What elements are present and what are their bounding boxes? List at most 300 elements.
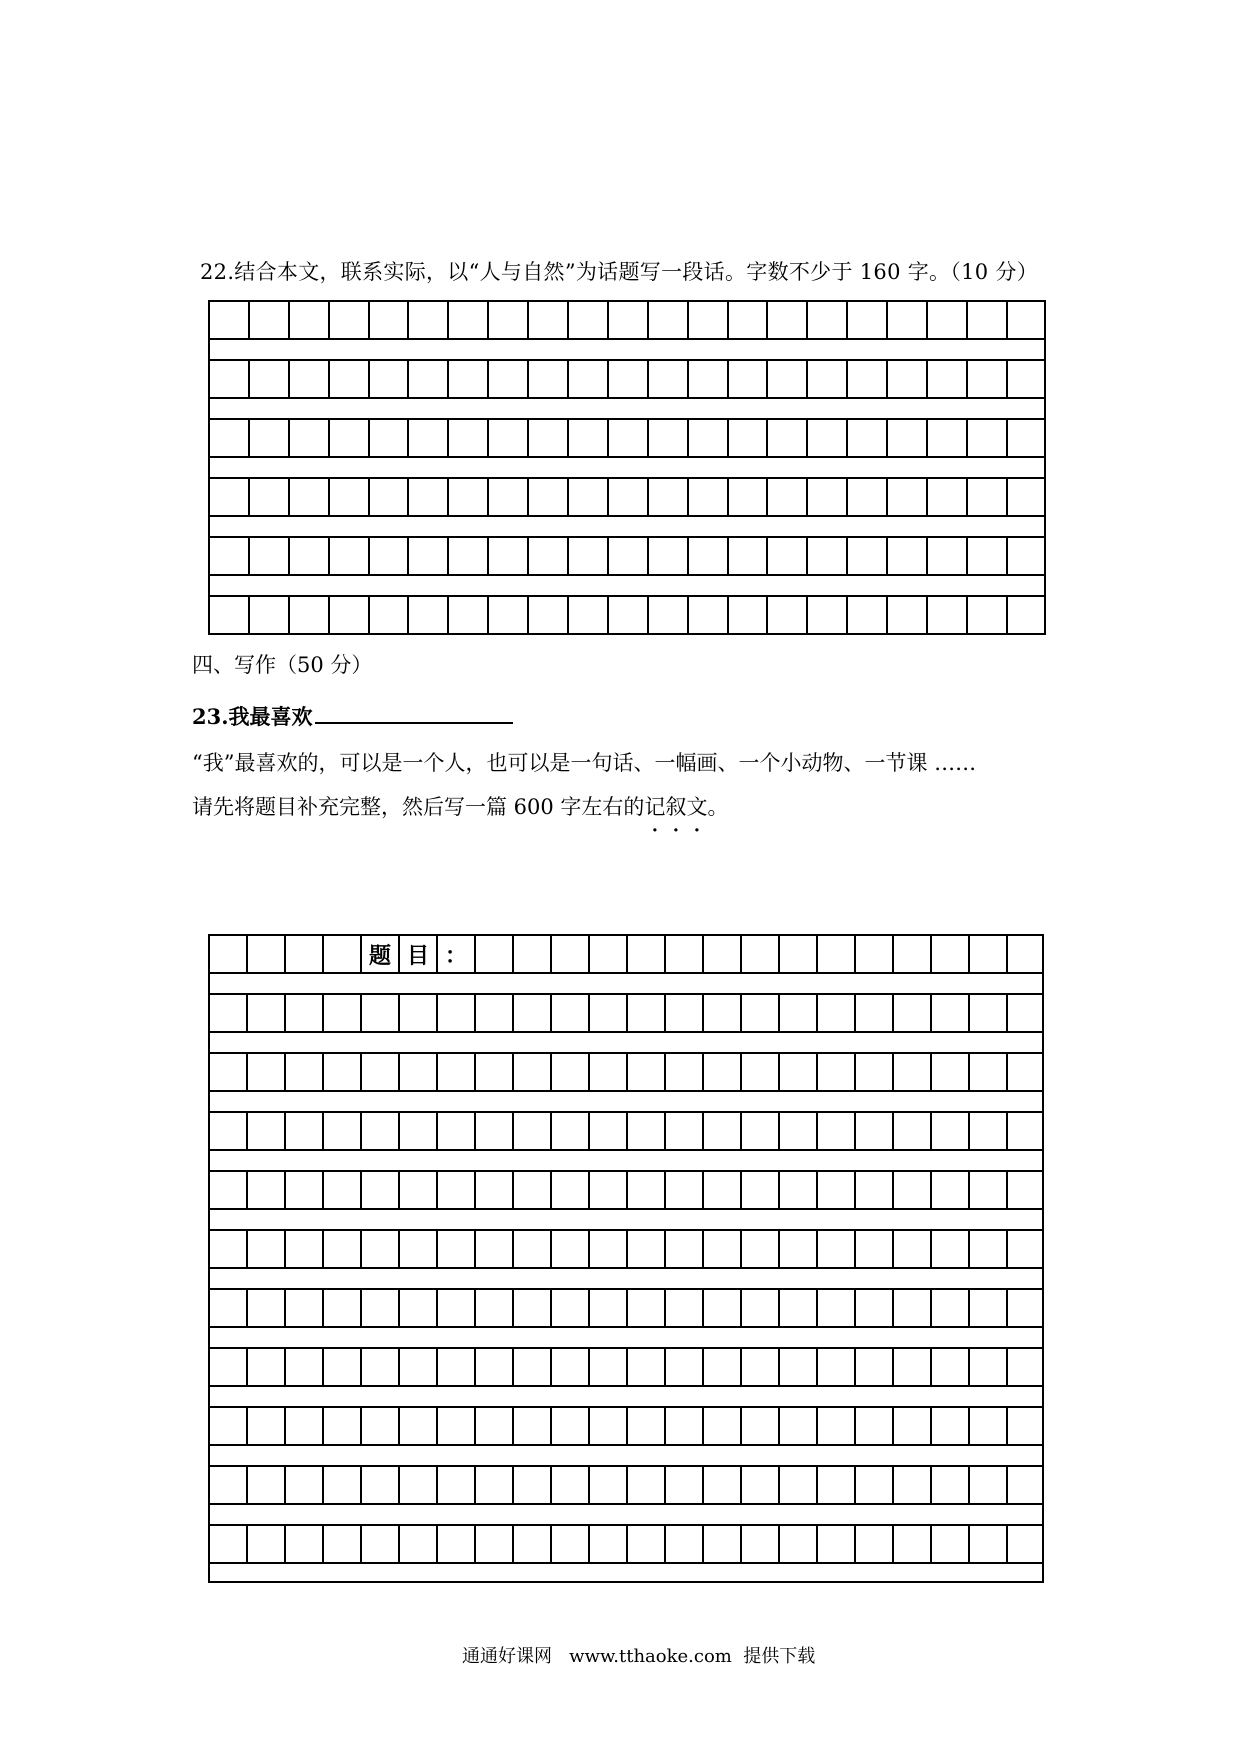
grid-cell[interactable]: [407, 300, 447, 340]
grid-cell[interactable]: [474, 934, 512, 974]
grid-cell[interactable]: [246, 1170, 284, 1210]
grid-cell[interactable]: [727, 359, 767, 399]
grid-cell[interactable]: [360, 1406, 398, 1446]
grid-cell[interactable]: [328, 536, 368, 576]
grid-cell[interactable]: [626, 1465, 664, 1505]
grid-cell[interactable]: [854, 1406, 892, 1446]
grid-cell[interactable]: [766, 300, 806, 340]
grid-cell[interactable]: [208, 418, 248, 458]
grid-cell[interactable]: [407, 536, 447, 576]
grid-cell[interactable]: [647, 477, 687, 517]
grid-cell[interactable]: [778, 1052, 816, 1092]
grid-cell[interactable]: [968, 993, 1006, 1033]
grid-cell[interactable]: [322, 1288, 360, 1328]
grid-cell[interactable]: [930, 1524, 968, 1564]
grid-cell[interactable]: [886, 300, 926, 340]
grid-cell[interactable]: [567, 359, 607, 399]
grid-cell[interactable]: [664, 993, 702, 1033]
grid-cell[interactable]: [512, 1347, 550, 1387]
grid-cell[interactable]: [702, 1406, 740, 1446]
grid-cell[interactable]: [368, 300, 408, 340]
grid-cell[interactable]: [702, 1347, 740, 1387]
grid-cell[interactable]: [322, 1229, 360, 1269]
grid-cell[interactable]: [512, 934, 550, 974]
grid-cell[interactable]: [284, 1229, 322, 1269]
grid-cell[interactable]: [398, 1170, 436, 1210]
grid-cell[interactable]: [664, 1288, 702, 1328]
grid-cell[interactable]: [778, 1229, 816, 1269]
grid-cell[interactable]: [368, 359, 408, 399]
grid-cell[interactable]: [208, 1465, 246, 1505]
grid-cell[interactable]: [588, 1288, 626, 1328]
grid-cell[interactable]: [360, 1229, 398, 1269]
grid-cell[interactable]: [930, 1347, 968, 1387]
grid-cell[interactable]: [968, 1111, 1006, 1151]
grid-cell[interactable]: [474, 1170, 512, 1210]
grid-cell[interactable]: [886, 595, 926, 635]
grid-cell[interactable]: [512, 1229, 550, 1269]
grid-cell[interactable]: [664, 1465, 702, 1505]
grid-cell[interactable]: [854, 1524, 892, 1564]
grid-cell[interactable]: [322, 993, 360, 1033]
grid-cell[interactable]: [248, 359, 288, 399]
grid-cell[interactable]: [407, 359, 447, 399]
grid-cell[interactable]: [447, 359, 487, 399]
grid-cell[interactable]: [248, 418, 288, 458]
grid-cell[interactable]: [322, 1465, 360, 1505]
grid-cell[interactable]: [966, 300, 1006, 340]
grid-cell[interactable]: [398, 1052, 436, 1092]
grid-cell[interactable]: [886, 536, 926, 576]
grid-cell[interactable]: [1006, 1524, 1044, 1564]
grid-cell[interactable]: [246, 1229, 284, 1269]
grid-cell[interactable]: [816, 1406, 854, 1446]
grid-cell[interactable]: [806, 300, 846, 340]
grid-cell[interactable]: [208, 934, 246, 974]
grid-cell[interactable]: [1006, 1465, 1044, 1505]
grid-cell[interactable]: [968, 1229, 1006, 1269]
grid-cell[interactable]: [926, 418, 966, 458]
grid-cell[interactable]: [407, 595, 447, 635]
grid-cell[interactable]: [626, 1406, 664, 1446]
grid-cell[interactable]: [208, 359, 248, 399]
grid-cell[interactable]: [284, 1288, 322, 1328]
grid-cell[interactable]: [892, 1524, 930, 1564]
grid-cell[interactable]: [816, 1111, 854, 1151]
grid-cell[interactable]: [246, 1052, 284, 1092]
grid-cell[interactable]: [246, 1524, 284, 1564]
answer-grid-q22[interactable]: [208, 300, 1046, 635]
grid-cell[interactable]: [588, 1111, 626, 1151]
grid-cell[interactable]: [550, 1347, 588, 1387]
grid-cell[interactable]: [854, 1052, 892, 1092]
grid-cell[interactable]: [588, 1524, 626, 1564]
grid-cell[interactable]: [1006, 477, 1046, 517]
grid-cell[interactable]: [407, 477, 447, 517]
grid-cell[interactable]: [968, 1465, 1006, 1505]
grid-cell[interactable]: [626, 1052, 664, 1092]
grid-cell[interactable]: [687, 359, 727, 399]
grid-cell[interactable]: [328, 418, 368, 458]
grid-cell[interactable]: [846, 595, 886, 635]
grid-cell[interactable]: [208, 536, 248, 576]
grid-cell[interactable]: [550, 1229, 588, 1269]
grid-cell[interactable]: [930, 1229, 968, 1269]
grid-cell[interactable]: [1006, 1229, 1044, 1269]
grid-cell[interactable]: [727, 536, 767, 576]
grid-cell[interactable]: [368, 595, 408, 635]
grid-cell[interactable]: [886, 477, 926, 517]
grid-cell[interactable]: [208, 1406, 246, 1446]
grid-cell[interactable]: [527, 300, 567, 340]
grid-cell[interactable]: [328, 359, 368, 399]
grid-cell[interactable]: [886, 418, 926, 458]
grid-cell[interactable]: [550, 1170, 588, 1210]
grid-cell[interactable]: [512, 1465, 550, 1505]
grid-cell[interactable]: [322, 1052, 360, 1092]
grid-cell[interactable]: [512, 1052, 550, 1092]
grid-cell[interactable]: [966, 536, 1006, 576]
grid-cell[interactable]: [527, 477, 567, 517]
grid-cell[interactable]: [740, 1524, 778, 1564]
grid-cell[interactable]: [398, 1524, 436, 1564]
grid-cell[interactable]: [512, 1288, 550, 1328]
grid-cell[interactable]: [474, 1288, 512, 1328]
grid-cell[interactable]: [360, 993, 398, 1033]
grid-cell[interactable]: [702, 1229, 740, 1269]
grid-cell[interactable]: [208, 300, 248, 340]
grid-cell[interactable]: [626, 1288, 664, 1328]
grid-cell[interactable]: [360, 1465, 398, 1505]
grid-cell[interactable]: [846, 359, 886, 399]
grid-cell[interactable]: [1006, 359, 1046, 399]
grid-cell[interactable]: [892, 1465, 930, 1505]
grid-cell[interactable]: [512, 993, 550, 1033]
grid-cell[interactable]: [778, 1406, 816, 1446]
grid-cell[interactable]: [727, 477, 767, 517]
grid-cell[interactable]: [284, 1347, 322, 1387]
grid-cell[interactable]: [487, 300, 527, 340]
grid-cell[interactable]: [288, 300, 328, 340]
grid-cell[interactable]: [846, 300, 886, 340]
grid-cell[interactable]: [360, 1111, 398, 1151]
grid-cell[interactable]: [702, 1288, 740, 1328]
grid-cell[interactable]: [647, 536, 687, 576]
grid-cell[interactable]: [1006, 1111, 1044, 1151]
grid-cell[interactable]: [436, 1229, 474, 1269]
grid-cell[interactable]: [886, 359, 926, 399]
grid-cell[interactable]: [687, 477, 727, 517]
grid-cell[interactable]: [930, 1288, 968, 1328]
grid-cell[interactable]: [778, 1288, 816, 1328]
grid-cell[interactable]: [360, 1524, 398, 1564]
grid-cell[interactable]: [892, 1406, 930, 1446]
grid-cell[interactable]: [647, 418, 687, 458]
grid-cell[interactable]: [968, 934, 1006, 974]
grid-cell[interactable]: [930, 1052, 968, 1092]
grid-cell[interactable]: [740, 993, 778, 1033]
grid-cell[interactable]: [740, 1288, 778, 1328]
grid-cell[interactable]: [846, 477, 886, 517]
grid-cell[interactable]: [854, 1347, 892, 1387]
grid-cell[interactable]: [487, 477, 527, 517]
grid-cell[interactable]: [447, 300, 487, 340]
grid-cell[interactable]: [527, 418, 567, 458]
grid-cell[interactable]: [588, 934, 626, 974]
grid-cell[interactable]: [474, 1524, 512, 1564]
title-label-cell[interactable]: 目: [398, 934, 436, 974]
grid-cell[interactable]: [1006, 1347, 1044, 1387]
grid-cell[interactable]: [892, 1347, 930, 1387]
grid-cell[interactable]: [527, 359, 567, 399]
grid-cell[interactable]: [778, 1170, 816, 1210]
grid-cell[interactable]: [607, 300, 647, 340]
grid-cell[interactable]: [208, 1229, 246, 1269]
grid-cell[interactable]: [246, 1111, 284, 1151]
grid-cell[interactable]: [246, 1347, 284, 1387]
grid-cell[interactable]: [806, 536, 846, 576]
grid-cell[interactable]: [854, 993, 892, 1033]
grid-cell[interactable]: [208, 1052, 246, 1092]
grid-cell[interactable]: [567, 418, 607, 458]
grid-cell[interactable]: [968, 1406, 1006, 1446]
grid-cell[interactable]: [892, 1288, 930, 1328]
grid-cell[interactable]: [966, 595, 1006, 635]
grid-cell[interactable]: [816, 993, 854, 1033]
grid-cell[interactable]: [288, 418, 328, 458]
grid-cell[interactable]: [702, 1524, 740, 1564]
grid-cell[interactable]: [892, 934, 930, 974]
grid-cell[interactable]: [360, 1347, 398, 1387]
grid-cell[interactable]: [930, 993, 968, 1033]
grid-cell[interactable]: [854, 934, 892, 974]
grid-cell[interactable]: [930, 1465, 968, 1505]
grid-cell[interactable]: [778, 1465, 816, 1505]
grid-cell[interactable]: [892, 1052, 930, 1092]
grid-cell[interactable]: [702, 1111, 740, 1151]
grid-cell[interactable]: [398, 993, 436, 1033]
grid-cell[interactable]: [664, 1111, 702, 1151]
grid-cell[interactable]: [968, 1052, 1006, 1092]
grid-cell[interactable]: [288, 359, 328, 399]
grid-cell[interactable]: [368, 477, 408, 517]
grid-cell[interactable]: [1006, 536, 1046, 576]
grid-cell[interactable]: [816, 1288, 854, 1328]
grid-cell[interactable]: [740, 1347, 778, 1387]
grid-cell[interactable]: [588, 1052, 626, 1092]
grid-cell[interactable]: [398, 1229, 436, 1269]
grid-cell[interactable]: [664, 1524, 702, 1564]
grid-cell[interactable]: [626, 1347, 664, 1387]
grid-cell[interactable]: [208, 1288, 246, 1328]
grid-cell[interactable]: [550, 1111, 588, 1151]
grid-cell[interactable]: [567, 300, 607, 340]
grid-cell[interactable]: [626, 993, 664, 1033]
grid-cell[interactable]: [474, 1052, 512, 1092]
grid-cell[interactable]: [806, 359, 846, 399]
grid-cell[interactable]: [702, 1052, 740, 1092]
grid-cell[interactable]: [447, 477, 487, 517]
grid-cell[interactable]: [930, 1170, 968, 1210]
grid-cell[interactable]: [816, 1524, 854, 1564]
grid-cell[interactable]: [284, 1406, 322, 1446]
grid-cell[interactable]: [246, 1465, 284, 1505]
grid-cell[interactable]: [968, 1288, 1006, 1328]
grid-cell[interactable]: [702, 1170, 740, 1210]
grid-cell[interactable]: [436, 1052, 474, 1092]
grid-cell[interactable]: [892, 1111, 930, 1151]
grid-cell[interactable]: [626, 1170, 664, 1210]
grid-cell[interactable]: [687, 536, 727, 576]
grid-cell[interactable]: [248, 536, 288, 576]
grid-cell[interactable]: [474, 1347, 512, 1387]
grid-cell[interactable]: [968, 1170, 1006, 1210]
grid-cell[interactable]: [248, 595, 288, 635]
grid-cell[interactable]: [778, 1524, 816, 1564]
grid-cell[interactable]: [588, 1170, 626, 1210]
grid-cell[interactable]: [474, 1465, 512, 1505]
grid-cell[interactable]: [246, 1288, 284, 1328]
grid-cell[interactable]: [966, 418, 1006, 458]
grid-cell[interactable]: [550, 1465, 588, 1505]
grid-cell[interactable]: [740, 1465, 778, 1505]
grid-cell[interactable]: [778, 1111, 816, 1151]
grid-cell[interactable]: [607, 595, 647, 635]
grid-cell[interactable]: [930, 934, 968, 974]
grid-cell[interactable]: [398, 1347, 436, 1387]
grid-cell[interactable]: [766, 595, 806, 635]
grid-cell[interactable]: [607, 418, 647, 458]
grid-cell[interactable]: [687, 418, 727, 458]
grid-cell[interactable]: [854, 1111, 892, 1151]
grid-cell[interactable]: [702, 1465, 740, 1505]
grid-cell[interactable]: [854, 1288, 892, 1328]
grid-cell[interactable]: [647, 300, 687, 340]
grid-cell[interactable]: [740, 934, 778, 974]
grid-cell[interactable]: [892, 1229, 930, 1269]
grid-cell[interactable]: [512, 1170, 550, 1210]
grid-cell[interactable]: [626, 1229, 664, 1269]
grid-cell[interactable]: [588, 1406, 626, 1446]
grid-cell[interactable]: [322, 934, 360, 974]
grid-cell[interactable]: [626, 1111, 664, 1151]
grid-cell[interactable]: [474, 993, 512, 1033]
grid-cell[interactable]: [664, 1052, 702, 1092]
grid-cell[interactable]: [436, 1170, 474, 1210]
grid-cell[interactable]: [664, 1406, 702, 1446]
grid-cell[interactable]: [966, 477, 1006, 517]
grid-cell[interactable]: [447, 536, 487, 576]
grid-cell[interactable]: [246, 993, 284, 1033]
grid-cell[interactable]: [664, 1170, 702, 1210]
grid-cell[interactable]: [1006, 1052, 1044, 1092]
grid-cell[interactable]: [436, 1406, 474, 1446]
grid-cell[interactable]: [567, 595, 607, 635]
grid-cell[interactable]: [284, 1524, 322, 1564]
grid-cell[interactable]: [816, 1465, 854, 1505]
grid-cell[interactable]: [328, 300, 368, 340]
grid-cell[interactable]: [816, 934, 854, 974]
grid-cell[interactable]: [550, 1288, 588, 1328]
grid-cell[interactable]: [766, 477, 806, 517]
grid-cell[interactable]: [360, 1052, 398, 1092]
grid-cell[interactable]: [968, 1347, 1006, 1387]
grid-cell[interactable]: [740, 1111, 778, 1151]
grid-cell[interactable]: [607, 359, 647, 399]
grid-cell[interactable]: [816, 1229, 854, 1269]
grid-cell[interactable]: [930, 1406, 968, 1446]
grid-cell[interactable]: [926, 536, 966, 576]
grid-cell[interactable]: [208, 993, 246, 1033]
grid-cell[interactable]: [926, 477, 966, 517]
grid-cell[interactable]: [208, 1524, 246, 1564]
title-label-cell[interactable]: ：: [436, 934, 474, 974]
grid-cell[interactable]: [854, 1170, 892, 1210]
grid-cell[interactable]: [398, 1288, 436, 1328]
grid-cell[interactable]: [208, 1111, 246, 1151]
grid-cell[interactable]: [246, 1406, 284, 1446]
grid-cell[interactable]: [550, 1052, 588, 1092]
grid-cell[interactable]: [474, 1229, 512, 1269]
grid-cell[interactable]: [322, 1524, 360, 1564]
grid-cell[interactable]: [407, 418, 447, 458]
grid-cell[interactable]: [854, 1465, 892, 1505]
grid-cell[interactable]: [806, 477, 846, 517]
grid-cell[interactable]: [968, 1524, 1006, 1564]
grid-cell[interactable]: [248, 477, 288, 517]
grid-cell[interactable]: [447, 418, 487, 458]
grid-cell[interactable]: [527, 595, 567, 635]
grid-cell[interactable]: [806, 595, 846, 635]
grid-cell[interactable]: [436, 1524, 474, 1564]
grid-cell[interactable]: [1006, 1288, 1044, 1328]
title-blank-line[interactable]: [315, 700, 513, 724]
grid-cell[interactable]: [766, 359, 806, 399]
grid-cell[interactable]: [284, 1170, 322, 1210]
grid-cell[interactable]: [588, 1229, 626, 1269]
grid-cell[interactable]: [246, 934, 284, 974]
grid-cell[interactable]: [527, 536, 567, 576]
grid-cell[interactable]: [926, 595, 966, 635]
grid-cell[interactable]: [588, 1347, 626, 1387]
grid-cell[interactable]: [567, 477, 607, 517]
grid-cell[interactable]: [436, 1288, 474, 1328]
grid-cell[interactable]: [487, 595, 527, 635]
grid-cell[interactable]: [846, 418, 886, 458]
grid-cell[interactable]: [284, 1465, 322, 1505]
grid-cell[interactable]: [487, 536, 527, 576]
grid-cell[interactable]: [550, 1524, 588, 1564]
grid-cell[interactable]: [727, 595, 767, 635]
grid-cell[interactable]: [816, 1347, 854, 1387]
answer-grid-essay[interactable]: [208, 934, 1044, 1583]
grid-cell[interactable]: [766, 418, 806, 458]
grid-cell[interactable]: [816, 1170, 854, 1210]
grid-cell[interactable]: [248, 300, 288, 340]
grid-cell[interactable]: [436, 1347, 474, 1387]
grid-cell[interactable]: [816, 1052, 854, 1092]
grid-cell[interactable]: [474, 1111, 512, 1151]
grid-cell[interactable]: [740, 1052, 778, 1092]
grid-cell[interactable]: [766, 536, 806, 576]
grid-cell[interactable]: [512, 1111, 550, 1151]
grid-cell[interactable]: [360, 1288, 398, 1328]
grid-cell[interactable]: [550, 993, 588, 1033]
grid-cell[interactable]: [687, 595, 727, 635]
grid-cell[interactable]: [1006, 1170, 1044, 1210]
grid-cell[interactable]: [806, 418, 846, 458]
grid-cell[interactable]: [740, 1406, 778, 1446]
